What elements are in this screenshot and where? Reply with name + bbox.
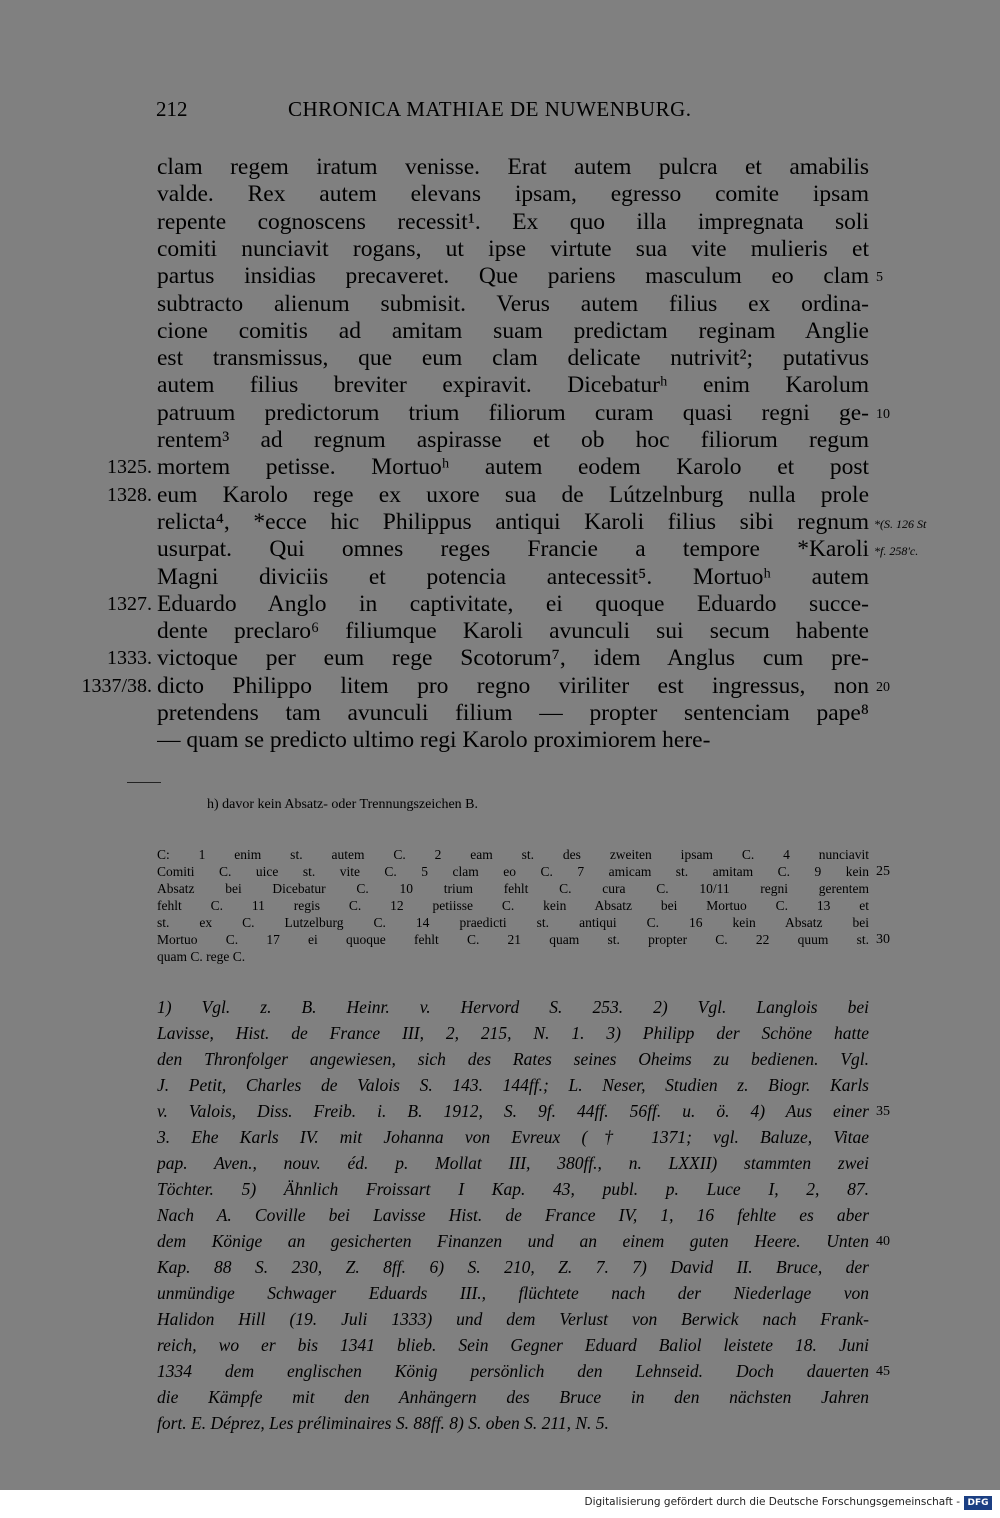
text-line: relicta⁴, *ecce hic Philippus antiqui Karoli filius sibi regnum [157,508,869,535]
line-number: 25 [876,864,890,879]
text-line: clam regem iratum venisse. Erat autem pulcra et amabilis [157,154,869,180]
line-number: 20 [876,679,890,695]
footnote-line: Nach A. Coville bei Lavisse Hist. de France IV, 1, 16 fehlte es aber [157,1205,869,1225]
text-line: patruum predictorum trium filiorum curam quasi regni ge- [157,399,869,426]
line-number: 5 [876,270,883,286]
text-line: cione comitis ad amitam suam predictam reginam Anglie [157,317,869,344]
line-number: 30 [876,932,890,947]
footnote-separator [127,782,161,783]
footnote-line: J. Petit, Charles de Valois S. 143. 144ff.; L. Neser, Studien z. Biogr. Karls [157,1075,869,1095]
text-line: victoque per eum rege Scotorum⁷, idem Anglus cum pre- [157,645,869,672]
page-number: 212 [156,97,188,121]
footnote-h: h) davor kein Absatz- oder Trennungszeichen B. [207,797,478,812]
text-line: est transmissus, que eum clam delicate nutrivit²; putativus [157,345,869,372]
text-line: rentem³ ad regnum aspirasse et ob hoc filiorum regum [157,427,869,453]
line-number: 35 [876,1104,890,1119]
footnote-line: dem Könige an gesicherten Finanzen und an einem guten Heere. Unten [157,1231,869,1251]
footer-bar [0,1490,1000,1518]
line-number: 45 [876,1364,890,1379]
footnote-line: 1) Vgl. z. B. Heinr. v. Hervord S. 253. 2) Vgl. Langlois bei [157,997,869,1017]
text-line: repente cognoscens recessit¹. Ex quo illa impregnata soli [157,208,869,235]
text-line: dente preclaro⁶ filiumque Karoli avunculi sui secum habente [157,618,869,645]
footnote-line: 1334 dem englischen König persönlich den Lehnseid. Doch dauerten [157,1361,869,1381]
footnote-line: Kap. 88 S. 230, Z. 8ff. 6) S. 210, Z. 7. 7) David II. Bruce, der [157,1257,869,1277]
margin-year: 1333. [107,647,152,670]
apparatus-line: Comiti C. uice st. vite C. 5 clam eo C. 7 amicam st. amitam C. 9 kein [157,864,869,879]
footnote-line: Töchter. 5) Ähnlich Froissart I Kap. 43, publ. p. Luce I, 2, 87. [157,1179,869,1199]
text-line: comiti nunciavit rogans, ut ipse virtute sua vite mulieris et [157,235,869,262]
apparatus-line: quam C. rege C. [157,949,246,964]
footnote-line: pap. Aven., nouv. éd. p. Mollat III, 380ff., n. LXXII) stammten zwei [157,1153,869,1173]
footnote-line: den Thronfolger angewiesen, sich des Rates seines Oheims zu bedienen. Vgl. [157,1049,869,1069]
footnote-line: Halidon Hill (19. Juli 1333) und dem Verlust von Berwick nach Frank- [157,1309,869,1329]
margin-year: 1328. [107,483,152,506]
text-line: mortem petisse. Mortuoʰ autem eodem Karolo et post [157,454,869,481]
apparatus-line: C: 1 enim st. autem C. 2 eam st. des zweiten ipsam C. 4 nunciavit [157,847,869,862]
footnote-line: reich, wo er bis 1341 blieb. Sein Gegner Eduard Baliol leistete 18. Juni [157,1335,869,1355]
text-line: valde. Rex autem elevans ipsam, egresso comite ipsam [157,181,869,208]
text-line: Magni diviciis et potencia antecessit⁵. Mortuoʰ autem [157,563,869,590]
text-line: pretendens tam avunculi filium — propter sentenciam pape⁸ [157,700,869,726]
running-title: CHRONICA MATHIAE DE NUWENBURG. [288,97,692,121]
footnote-line: unmündige Schwager Eduards III., flüchtete nach der Niederlage von [157,1283,869,1303]
line-number: 10 [876,406,890,422]
side-note: *f. 258'c. [874,544,919,559]
footnote-line: die Kämpfe mit den Anhängern des Bruce in den nächsten Jahren [157,1387,869,1407]
text-line: eum Karolo rege ex uxore sua de Lútzelnburg nulla prole [157,481,869,508]
margin-year: 1337/38. [81,674,152,697]
text-line: subtracto alienum submisit. Verus autem filius ex ordina- [157,290,869,317]
apparatus-line: st. ex C. Lutzelburg C. 14 praedicti st. antiqui C. 16 kein Absatz bei [157,915,869,930]
side-note: *(S. 126 St [874,516,927,531]
dfg-logo: DFG [964,1496,992,1510]
margin-year: 1325. [107,456,152,479]
footnote-line: Lavisse, Hist. de France III, 2, 215, N. 1. 3) Philipp der Schöne hatte [157,1023,869,1043]
text-line: — quam se predicto ultimo regi Karolo proximiorem here- [157,727,711,754]
apparatus-line: Absatz bei Dicebatur C. 10 trium fehlt C. cura C. 10/11 regni gerentem [157,881,869,896]
text-line: dicto Philippo litem pro regno viriliter est ingressus, non [157,672,869,699]
digitization-credit: Digitalisierung gefördert durch die Deutsche Forschungsgemeinschaft - [584,1496,960,1508]
footnote-line: fort. E. Déprez, Les préliminaires S. 88ff. 8) S. oben S. 211, N. 5. [157,1413,609,1433]
apparatus-line: fehlt C. 11 regis C. 12 petiisse C. kein Absatz bei Mortuo C. 13 et [157,898,869,913]
line-number: 40 [876,1234,890,1249]
footnote-line: 3. Ehe Karls IV. mit Johanna von Evreux († 1371; vgl. Baluze, Vitae [157,1127,869,1147]
footnote-line: v. Valois, Diss. Freib. i. B. 1912, S. 9f. 44ff. 56ff. u. ö. 4) Aus einer [157,1101,869,1121]
margin-year: 1327. [107,592,152,615]
text-line: autem filius breviter expiravit. Dicebaturʰ enim Karolum [157,372,869,399]
apparatus-line: Mortuo C. 17 ei quoque fehlt C. 21 quam st. propter C. 22 quum st. [157,932,869,947]
text-line: Eduardo Anglo in captivitate, ei quoque Eduardo succe- [157,590,869,617]
text-line: partus insidias precaveret. Que pariens masculum eo clam [157,263,869,290]
text-line: usurpat. Qui omnes reges Francie a tempore *Karoli [157,536,869,563]
